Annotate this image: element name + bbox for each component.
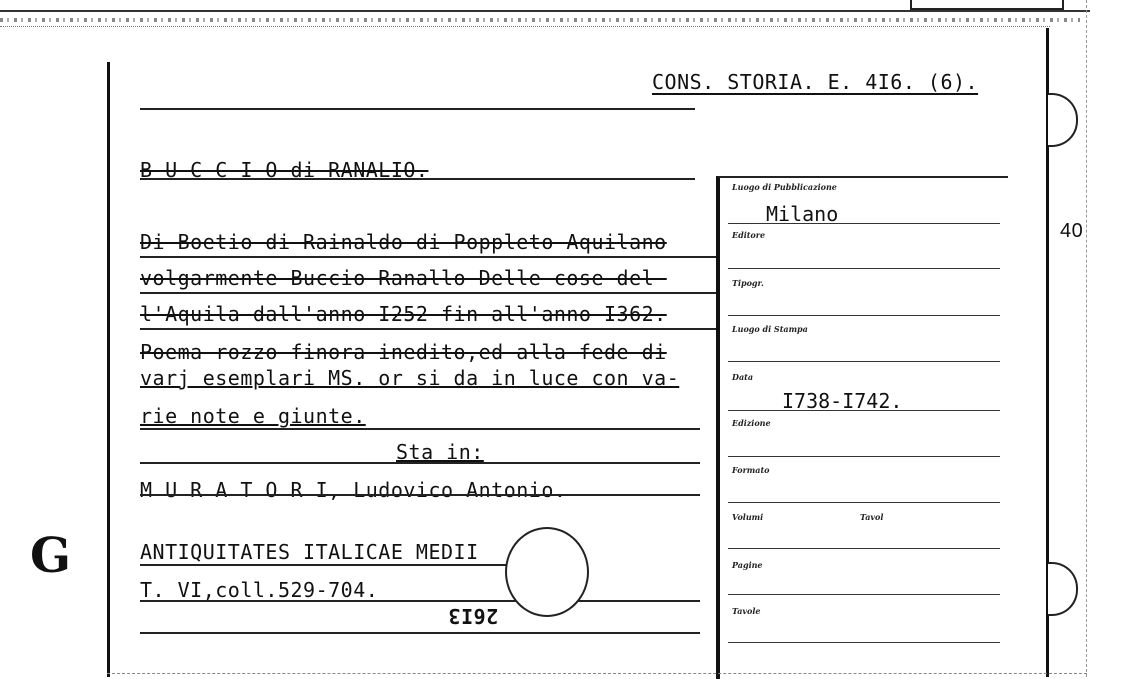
source-title: ANTIQUITATES ITALICAE MEDII [140,540,479,564]
form-label-pages: Pagine [732,560,763,570]
inventory-number: 26I3 [448,604,499,628]
form-line [728,315,1000,316]
rule [140,256,720,258]
top-edge-strip [0,0,1100,32]
form-label-publisher: Editore [732,230,766,240]
form-line [728,502,1000,503]
rule [140,462,700,464]
title-line-5: varj esemplari MS. or si da in luce con va- [140,366,680,390]
rule [140,600,700,602]
form-line [728,410,1000,411]
card-number: 40 [1060,220,1084,242]
form-label-plates: Tavol [860,512,884,522]
form-line [728,642,1000,643]
rule [140,564,520,566]
shelfmark: CONS. STORIA. E. 4I6. (6). [652,70,979,94]
rule [140,292,720,294]
rule [140,632,700,634]
volume-reference: T. VI,coll.529-704. [140,578,379,602]
rule [140,108,695,110]
title-line-4: Poema rozzo finora inedito,ed alla fede di [140,340,667,364]
form-label-place: Luogo di Pubblicazione [732,182,837,192]
form-label-date: Data [732,372,753,382]
rule [140,178,695,180]
form-label-volumes: Volumi [732,512,764,522]
form-line [728,361,1000,362]
form-value-date: I738-I742. [782,389,903,413]
title-line-1: Di Boetio di Rainaldo di Poppleto Aquilano [140,230,667,254]
form-value-place: Milano [766,202,839,226]
card-hole-top [1048,93,1078,147]
bottom-edge [107,673,1087,674]
title-line-2: volgarmente Buccio Ranallo Delle cose del- [140,266,667,290]
card-hole-bottom [1048,562,1078,616]
rule [140,494,700,496]
contained-in-label: Sta in: [396,440,484,464]
card-left-margin [107,62,110,677]
form-line [728,594,1000,595]
rule [140,328,720,330]
form-label-tables: Tavole [732,606,761,616]
form-label-print-place: Luogo di Stampa [732,324,808,334]
form-label-format: Formato [732,465,770,475]
stamp-circle [505,527,589,617]
card-right-border-outer [1086,0,1087,677]
form-line [728,548,1000,549]
rule [140,428,700,430]
section-letter: G [30,528,71,584]
form-label-printer: Tipogr. [732,278,764,288]
author-heading: B U C C I O di RANALIO. [140,158,429,182]
title-line-3: l'Aquila dall'anno I252 fin all'anno I362. [140,302,667,326]
source-author: M U R A T O R I, Ludovico Antonio. [140,478,567,502]
form-line [728,456,1000,457]
form-label-edition: Edizione [732,418,771,428]
form-line [728,223,1000,224]
title-line-6: rie note e giunte. [140,404,366,428]
form-line [728,268,1000,269]
